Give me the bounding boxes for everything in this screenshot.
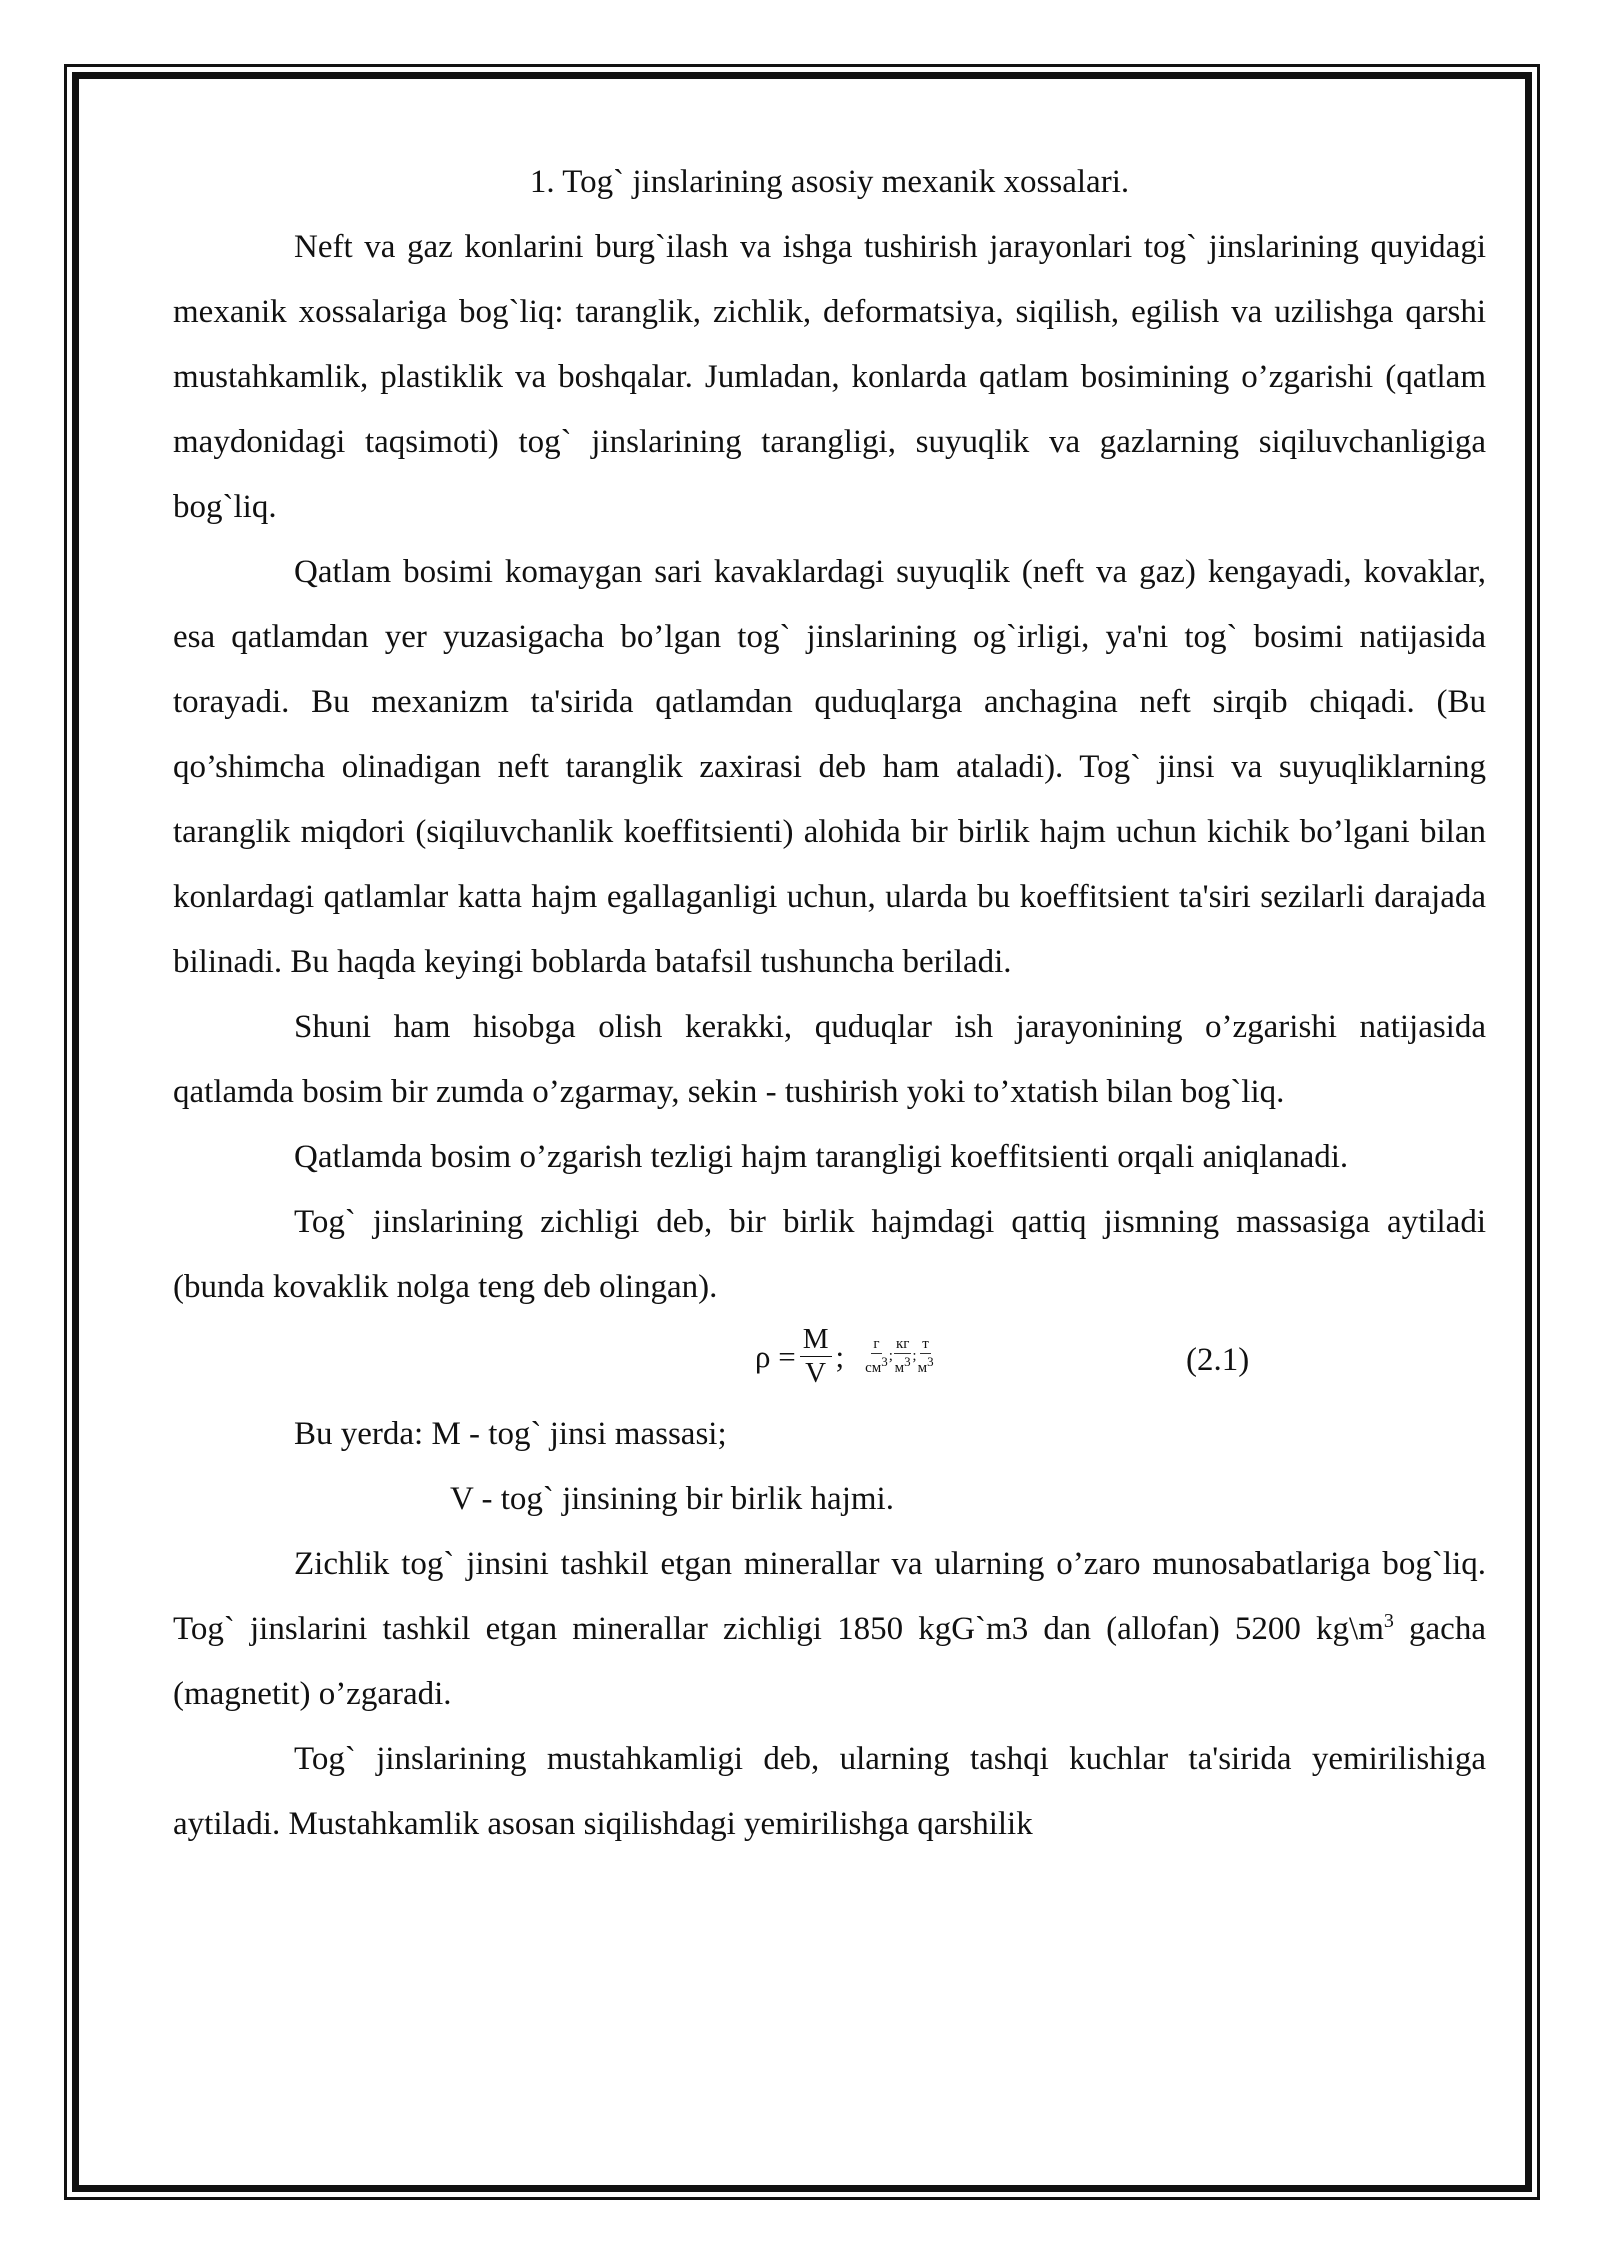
formula-separator: ;: [835, 1339, 845, 1374]
paragraph-3: Shuni ham hisobga olish kerakki, quduqlar ish jarayonining o’zgarishi natijasida qatlamda bosim bir zumda o’zgarmay, sekin - tushirish yoki to’xtatish bilan bog`liq.: [173, 1009, 1486, 1110]
paragraph-2: Qatlam bosimi komaygan sari kavaklardagi suyuqlik (neft va gaz) kengayadi, kovaklar, esa qatlamdan yer yuzasigacha bo’lgan tog` jinslarining og`irligi, ya'ni tog` bosimi natijasida torayadi. Bu mexanizm ta'sirida qatlamdan quduqlarga anchagina neft sirqib chiqadi. (Bu qo’shimcha olinadigan neft taranglik zaxirasi deb ham ataladi). Tog` jinsi va suyuqliklarning taranglik miqdori (siqiluvchanlik koeffitsienti) alohida bir birlik hajm uchun kichik bo’lgani bilan konlardagi qatlamlar katta hajm egallaganligi uchun, ularda bu koeffitsient ta'siri sezilarli darajada bilinadi. Bu haqda keyingi boblarda batafsil tushuncha beriladi.: [173, 554, 1486, 980]
where-line-volume: V - tog` jinsining bir birlik hajmi.: [450, 1481, 894, 1517]
equation-number: (2.1): [1186, 1342, 1250, 1378]
formula-lhs: ρ =: [755, 1339, 796, 1374]
formula-fraction: [800, 1325, 832, 1388]
formula-denominator: V: [805, 1357, 827, 1389]
formula-numerator: M: [800, 1325, 832, 1357]
formula-units: [864, 1324, 934, 1389]
section-title: 1. Tog` jinslarining asosiy mexanik xossalari.: [529, 164, 1130, 200]
where-line-mass: Bu yerda: M - tog` jinsi massasi;: [294, 1416, 727, 1452]
unit-g-per-cm3: г $см^3$: [865, 1335, 888, 1376]
density-formula: [173, 1320, 1486, 1402]
paragraph-density: Zichlik tog` jinsini tashkil etgan minerallar va ularning o’zaro munosabatlariga bog`liq. Tog` jinslarini tashkil etgan minerallar zichligi 1850 kgG`m3 dan (allofan) 5200 $kg\backslash m^3$ gacha (magnetit) o’zgaradi.: [173, 1546, 1486, 1712]
unit-kg-per-m3: кг $м^3$: [894, 1335, 911, 1376]
unit-t-per-m3: т $м^3$: [917, 1335, 934, 1376]
paragraph-5: Tog` jinslarining zichligi deb, bir birlik hajmdagi qattiq jismning massasiga aytiladi (bunda kovaklik nolga teng deb olingan).: [173, 1204, 1486, 1305]
paragraph-4: Qatlamda bosim o’zgarish tezligi hajm tarangligi koeffitsienti orqali aniqlanadi.: [294, 1139, 1349, 1175]
unit-separator: ;: [888, 1348, 893, 1364]
paragraph-strength: Tog` jinslarining mustahkamligi deb, ularning tashqi kuchlar ta'sirida yemirilishiga aytiladi. Mustahkamlik asosan siqilishdagi yemirilishga qarshilik: [173, 1741, 1486, 1842]
paragraph-1: Neft va gaz konlarini burg`ilash va ishga tushirish jarayonlari tog` jinslarining quyidagi mexanik xossalariga bog`liq: taranglik, zichlik, deformatsiya, siqilish, egilish va uzilishga qarshi mustahkamlik, plastiklik va boshqalar. Jumladan, konlarda qatlam bosimining o’zgarishi (qatlam maydonidagi taqsimoti) tog` jinslarining tarangligi, suyuqlik va gazlarning siqiluvchanligiga bog`liq.: [173, 229, 1486, 525]
document-body: [173, 150, 1486, 1857]
unit-separator: ;: [912, 1348, 917, 1364]
formula-expression: [755, 1324, 935, 1389]
